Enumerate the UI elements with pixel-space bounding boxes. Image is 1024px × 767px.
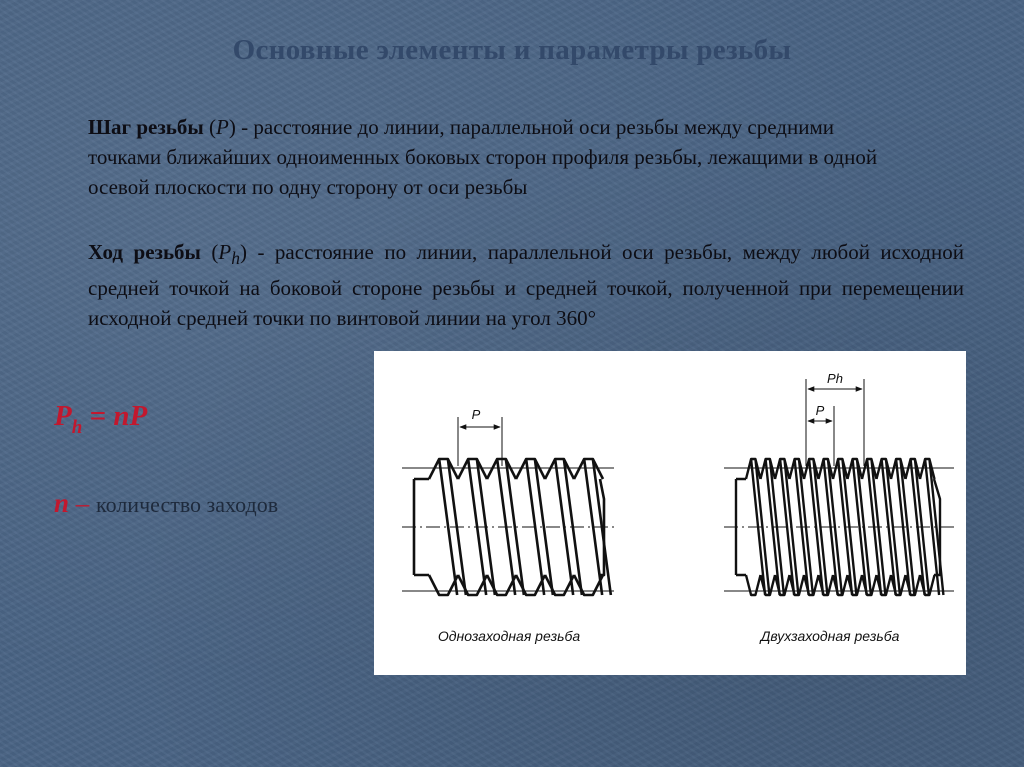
pitch-symbol-open: ( xyxy=(203,115,217,139)
n-definition xyxy=(54,488,278,519)
double-pitch-dimensions xyxy=(806,379,864,466)
lead-symbol-close: ) xyxy=(240,240,258,264)
n-dash: – xyxy=(69,488,97,518)
formula-lhs-sub: h xyxy=(71,417,83,438)
double-pitch-label: P xyxy=(815,403,825,418)
lead-definition xyxy=(88,237,964,333)
n-symbol: n xyxy=(54,488,70,518)
single-center-lines xyxy=(402,468,614,591)
n-text: количество заходов xyxy=(96,492,279,517)
single-pitch-dimension xyxy=(458,417,502,466)
lead-symbol: P xyxy=(218,240,232,264)
thread-figure-svg xyxy=(374,351,966,675)
thread-figure xyxy=(374,351,966,675)
formula-lhs: P xyxy=(54,400,72,432)
lead-term: Ход резьбы xyxy=(88,240,201,264)
formula-rhs: = nP xyxy=(82,400,148,432)
slide-title: Основные элементы и параметры резьбы xyxy=(232,34,792,66)
single-pitch-label: P xyxy=(471,407,481,422)
pitch-symbol: P xyxy=(216,115,229,139)
pitch-symbol-close: ) xyxy=(228,115,242,139)
single-caption: Однозаходная резьба xyxy=(437,628,581,644)
lead-symbol-open: ( xyxy=(200,240,219,264)
lead-text: - расстояние по линии, параллельной оси резьбы, между любой исходной средней точкой на боковой стороне резьбы и средней точкой, полученной при перемещении исходной средней точки по винтовой линии на угол 360° xyxy=(88,240,964,331)
double-caption: Двухзаходная резьба xyxy=(760,628,900,644)
pitch-definition xyxy=(88,112,908,202)
pitch-text: - расстояние до линии, параллельной оси резьбы между средними точками ближайших одноименных боковых сторон профиля резьбы, лежащими в одной осевой плоскости по одну сторону от оси резьбы xyxy=(88,115,878,199)
lead-formula xyxy=(54,400,148,438)
lead-symbol-sub: h xyxy=(231,248,240,269)
double-lead-label: Ph xyxy=(827,371,843,386)
pitch-term: Шаг резьбы xyxy=(88,115,204,139)
